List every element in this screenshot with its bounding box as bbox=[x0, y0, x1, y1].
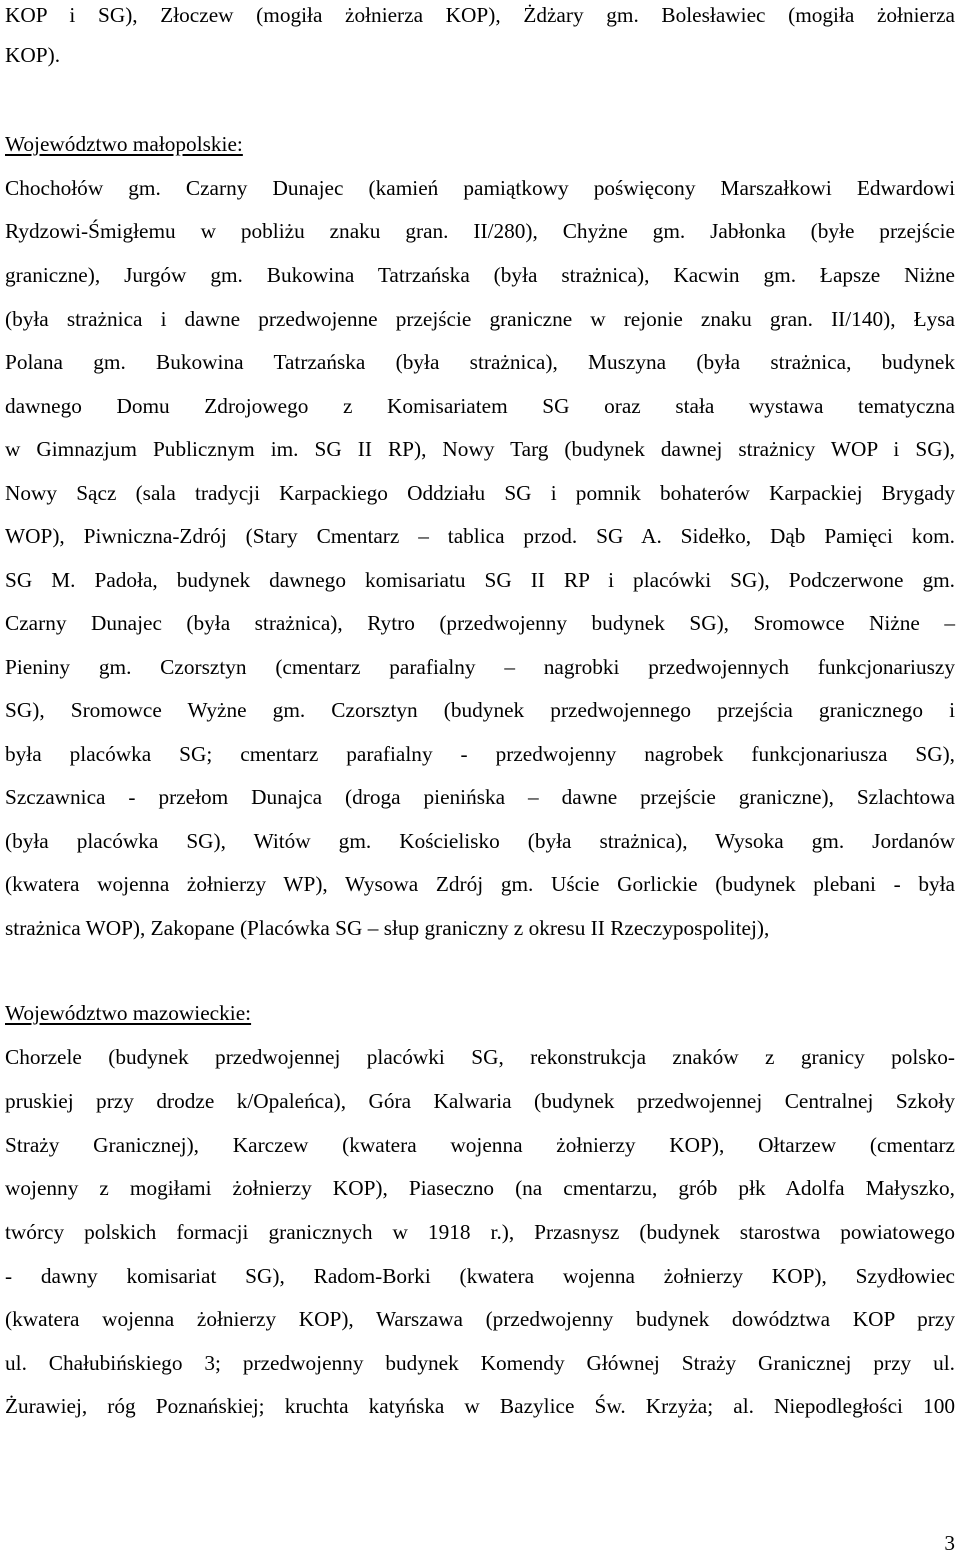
text-line: Pieniny gm. Czorsztyn (cmentarz parafialny – nagrobki przedwojennych funkcjonariuszy bbox=[5, 655, 955, 679]
text-line: (była strażnica i dawne przedwojenne przejście graniczne w rejonie znaku gran. II/140), Łysa bbox=[5, 307, 955, 331]
text-line: Straży Granicznej), Karczew (kwatera wojenna żołnierzy KOP), Ołtarzew (cmentarz bbox=[5, 1133, 955, 1157]
text-line: Żurawiej, róg Poznańskiej; kruchta katyńska w Bazylice Św. Krzyża; al. Niepodległości 100 bbox=[5, 1394, 955, 1418]
section-heading-malopolskie: Województwo małopolskie: bbox=[5, 132, 243, 156]
text-line: SG), Sromowce Wyżne gm. Czorsztyn (budynek przedwojennego przejścia granicznego i bbox=[5, 698, 955, 722]
text-line: Szczawnica - przełom Dunajca (droga pienińska – dawne przejście graniczne), Szlachtowa bbox=[5, 785, 955, 809]
text-line: dawnego Domu Zdrojowego z Komisariatem SG oraz stała wystawa tematyczna bbox=[5, 394, 955, 418]
text-line: w Gimnazjum Publicznym im. SG II RP), Nowy Targ (budynek dawnej strażnicy WOP i SG), bbox=[5, 437, 955, 461]
text-line: Rydzowi-Śmigłemu w pobliżu znaku gran. II/280), Chyżne gm. Jabłonka (byłe przejście bbox=[5, 219, 955, 243]
text-line: KOP i SG), Złoczew (mogiła żołnierza KOP), Żdżary gm. Bolesławiec (mogiła żołnierza bbox=[5, 3, 955, 27]
text-line: (była placówka SG), Witów gm. Kościelisko (była strażnica), Wysoka gm. Jordanów bbox=[5, 829, 955, 853]
text-line: Czarny Dunajec (była strażnica), Rytro (przedwojenny budynek SG), Sromowce Niżne – bbox=[5, 611, 955, 635]
text-line: strażnica WOP), Zakopane (Placówka SG – słup graniczny z okresu II Rzeczypospolitej), bbox=[5, 916, 770, 940]
text-line: Polana gm. Bukowina Tatrzańska (była strażnica), Muszyna (była strażnica, budynek bbox=[5, 350, 955, 374]
text-line: - dawny komisariat SG), Radom-Borki (kwatera wojenna żołnierzy KOP), Szydłowiec bbox=[5, 1264, 955, 1288]
text-line: (kwatera wojenna żołnierzy KOP), Warszawa (przedwojenny budynek dowództwa KOP przy bbox=[5, 1307, 955, 1331]
text-line: pruskiej przy drodze k/Opaleńca), Góra Kalwaria (budynek przedwojennej Centralnej Szkoły bbox=[5, 1089, 955, 1113]
text-line: Chochołów gm. Czarny Dunajec (kamień pamiątkowy poświęcony Marszałkowi Edwardowi bbox=[5, 176, 955, 200]
text-line: WOP), Piwniczna-Zdrój (Stary Cmentarz – tablica przod. SG A. Sidełko, Dąb Pamięci kom. bbox=[5, 524, 955, 548]
text-line: Nowy Sącz (sala tradycji Karpackiego Oddziału SG i pomnik bohaterów Karpackiej Brygady bbox=[5, 481, 955, 505]
text-line: graniczne), Jurgów gm. Bukowina Tatrzańska (była strażnica), Kacwin gm. Łapsze Niżne bbox=[5, 263, 955, 287]
page-number: 3 bbox=[944, 1531, 955, 1555]
section-heading-mazowieckie: Województwo mazowieckie: bbox=[5, 1001, 252, 1025]
text-line: KOP). bbox=[5, 43, 61, 67]
text-line: Chorzele (budynek przedwojennej placówki SG, rekonstrukcja znaków z granicy polsko- bbox=[5, 1045, 955, 1069]
text-line: wojenny z mogiłami żołnierzy KOP), Piaseczno (na cmentarzu, grób płk Adolfa Małyszko, bbox=[5, 1176, 955, 1200]
text-line: SG M. Padoła, budynek dawnego komisariatu SG II RP i placówki SG), Podczerwone gm. bbox=[5, 568, 955, 592]
text-line: była placówka SG; cmentarz parafialny - przedwojenny nagrobek funkcjonariusza SG), bbox=[5, 742, 955, 766]
text-line: ul. Chałubińskiego 3; przedwojenny budynek Komendy Głównej Straży Granicznej przy ul. bbox=[5, 1351, 955, 1375]
text-line: twórcy polskich formacji granicznych w 1918 r.), Przasnysz (budynek starostwa powiatowego bbox=[5, 1220, 955, 1244]
text-line: (kwatera wojenna żołnierzy WP), Wysowa Zdrój gm. Uście Gorlickie (budynek plebani - była bbox=[5, 872, 955, 896]
